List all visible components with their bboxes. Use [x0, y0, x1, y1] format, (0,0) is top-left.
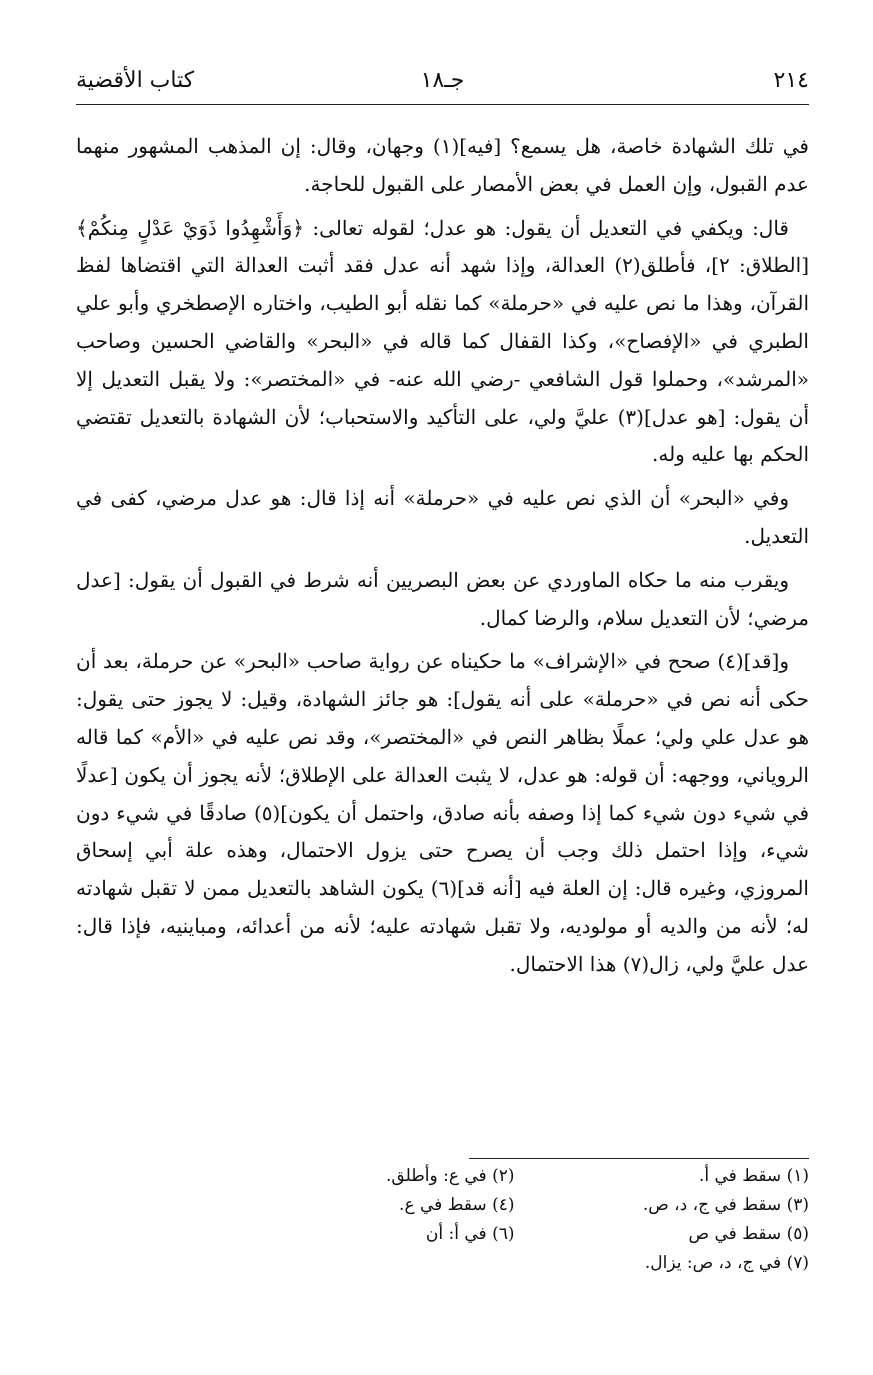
page-number: ٢١٤ [773, 68, 809, 93]
footnote: (٢) في ع: وأطلق. [386, 1166, 515, 1186]
footnote: (٣) سقط في ج، د، ص. [642, 1195, 809, 1215]
footnote: (٥) سقط في ص [688, 1224, 809, 1244]
footnotes [220, 1162, 809, 1278]
footnote: (٧) في ج، د، ص: يزال. [644, 1253, 809, 1273]
footnote: (٦) في أ: أن [425, 1224, 515, 1244]
volume-number: جـ١٨ [420, 68, 465, 93]
header-divider [76, 104, 809, 105]
footnote: (٤) سقط في ع. [399, 1195, 515, 1215]
book-title: كتاب الأقضية [76, 68, 195, 93]
footnote-divider [469, 1158, 809, 1159]
paragraph: ويقرب منه ما حكاه الماوردي عن بعض البصريين أنه شرط في القبول أن يقول: [عدل مرضي؛ لأن التعديل سلام، والرضا كمال. [76, 567, 809, 630]
paragraph: و[قد](٤) صحح في «الإشراف» ما حكيناه عن رواية صاحب «البحر» عن حرملة، بعد أن حكى أنه نص في «حرملة» على أنه يقول]: هو جائز الشهادة، وقيل: لا يجوز حتى يقول: هو عدل علي ولي؛ عملًا بظاهر النص في «المختصر»، وقد نص عليه في «الأم» كما قاله الروياني، ووجهه: أن قوله: هو عدل، لا يثبت العدالة على الإطلاق؛ لأنه يجوز أن يكون [عدلًا في شيء دون شيء كما إذا وصفه بأنه صادق، واحتمل أن يكون](٥) صادقًا في شيء دون شيء، وإذا احتمل ذلك وجب أن يصرح حتى يزول الاحتمال، وهذه علة أبي إسحاق المروزي، وغيره قال: إن العلة فيه [أنه قد](٦) يكون الشاهد بالتعديل ممن لا تقبل شهادته له؛ لأنه من والديه أو مولوديه، ولا تقبل شهادته عليه؛ لأنه من أعدائه، ومباينيه، فإذا قال: عدل عليَّ ولي، زال(٧) هذا الاحتمال. [76, 649, 809, 976]
footnote: (١) سقط في أ. [698, 1166, 809, 1186]
paragraph: في تلك الشهادة خاصة، هل يسمع؟ [فيه](١) وجهان، وقال: إن المذهب المشهور منهما عدم القبول، وإن العمل في بعض الأمصار على القبول للحاجة. [76, 134, 809, 196]
running-header [76, 62, 809, 102]
paragraph: وفي «البحر» أن الذي نص عليه في «حرملة» أنه إذا قال: هو عدل مرضي، كفى في التعديل. [76, 486, 809, 548]
main-text [76, 128, 809, 990]
paragraph: قال: ويكفي في التعديل أن يقول: هو عدل؛ لقوله تعالى: ﴿وَأَشْهِدُوا ذَوَيْ عَدْلٍ مِنكُمْ﴾ [الطلاق: ٢]، فأطلق(٢) العدالة، وإذا شهد أنه عدل فقد أثبت العدالة التي اقتضاها لفظ القرآن، وهذا ما نص عليه في «حرملة» كما نقله أبو الطيب، واختاره الإصطخري وأبو علي الطبري في «الإفصاح»، وكذا القفال كما قاله في «البحر» والقاضي الحسين وصاحب «المرشد»، وحملوا قول الشافعي -رضي الله عنه- في «المختصر»: ولا يقبل التعديل إلا أن يقول: [هو عدل](٣) عليَّ ولي، على التأكيد والاستحباب؛ لأن الشهادة بالتعديل تقتضي الحكم بها عليه وله. [76, 215, 809, 467]
